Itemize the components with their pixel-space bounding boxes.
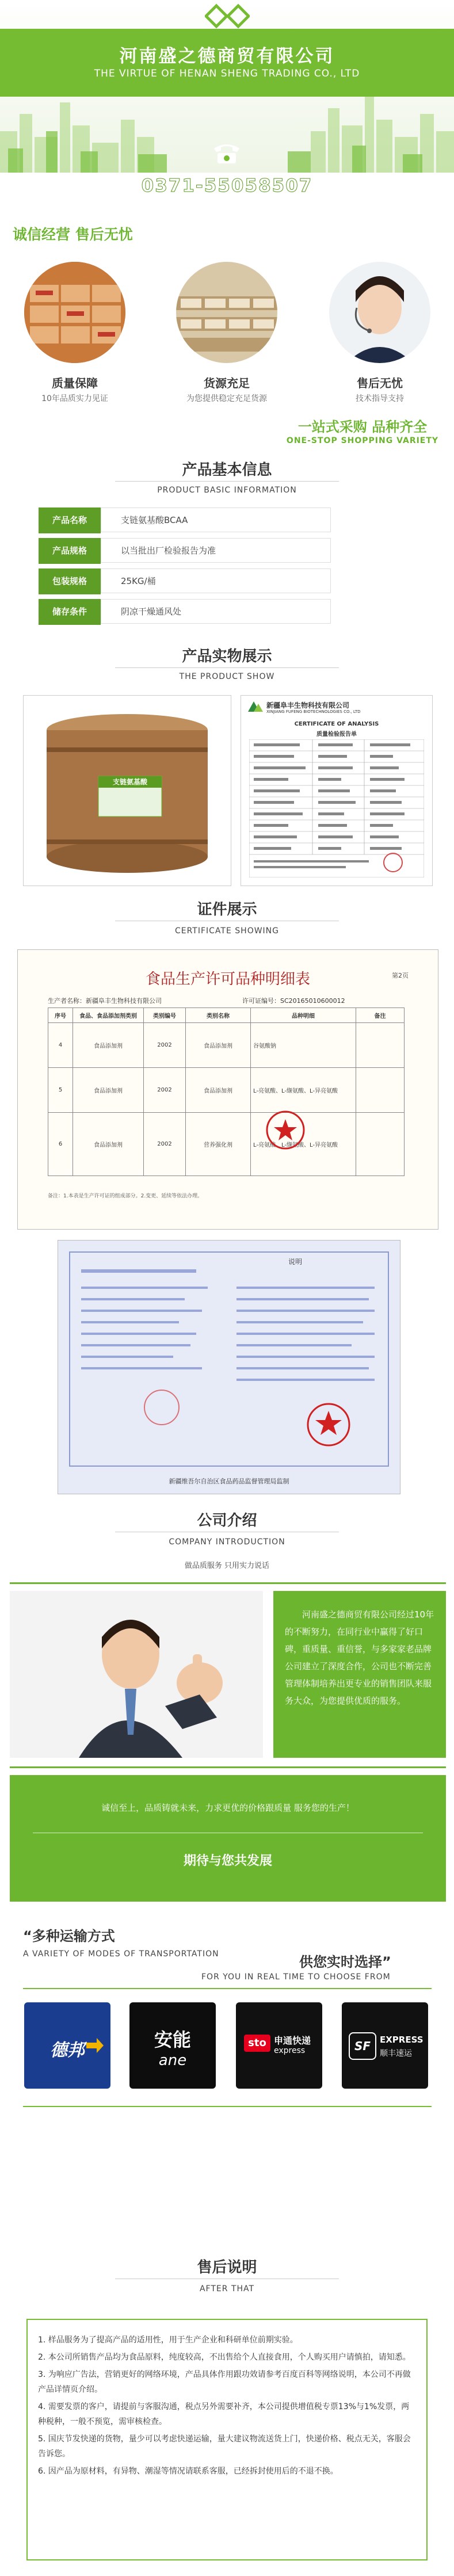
license-copy-document xyxy=(58,1240,400,1494)
cell: L-亮氨酸、L-缬氨酸、L-异亮氨酸 xyxy=(251,1068,356,1113)
coa-title: CERTIFICATE OF ANALYSIS xyxy=(294,721,379,727)
company-motto: 诚信至上，品质铸就未来，力求更优的价格跟质量 服务您的生产！ xyxy=(101,1803,354,1813)
license-col-header: 类别编号 xyxy=(144,1008,186,1023)
shipping-subtitle: A VARIETY OF MODES OF TRANSPORTATION xyxy=(23,1949,219,1959)
company-intro-tagline: 做品质服务 只用实力说话 xyxy=(184,1562,270,1570)
cell: 食品添加剂 xyxy=(73,1023,144,1068)
license-col-header: 食品、食品添加剂类别 xyxy=(73,1008,144,1023)
license-copy-bottom: 新疆维吾尔自治区食品药品监督管理局监制 xyxy=(169,1478,289,1485)
license-copy-caption: 说明 xyxy=(288,1258,303,1266)
info-key: 产品名称 xyxy=(39,507,101,533)
coa-title-cn: 质量检验报告单 xyxy=(316,731,357,738)
telephone-icon xyxy=(212,142,242,165)
divider xyxy=(115,481,339,482)
license-doc-note: 备注：1.本表是生产许可证的组成部分。2.变更、延续等依法办理。 xyxy=(48,1193,203,1199)
product-info-title: 产品基本信息 xyxy=(182,461,272,479)
fufeng-logo-icon xyxy=(247,700,264,713)
info-key: 产品规格 xyxy=(39,538,101,564)
courier-sf-logo[interactable] xyxy=(342,2002,428,2089)
realtime-subtitle: FOR YOU IN REAL TIME TO CHOOSE FROM xyxy=(201,1972,391,1982)
cell: 2002 xyxy=(144,1113,186,1176)
service-title-quality: 质量保障 xyxy=(52,376,98,390)
license-col-header: 序号 xyxy=(48,1008,73,1023)
cell: 2002 xyxy=(144,1023,186,1068)
certificate-title: 证件展示 xyxy=(197,901,257,918)
courier-name: SF xyxy=(349,2032,376,2060)
list-item: 6. 因产品为原材料，有异物、潮湿等情况请联系客服，已经拆封使用后的不退不换。 xyxy=(38,2467,338,2476)
courier-sto-logo[interactable] xyxy=(236,2002,322,2089)
license-doc-page: 第2页 xyxy=(392,972,409,979)
list-item: 5. 国庆节发快递的货物，量少可以考虑快递运输，量大建议物流送货上门，快递价格、税点无关，客服会告诉您。 xyxy=(38,2434,411,2459)
courier-sub: EXPRESS xyxy=(380,2035,424,2045)
businessman-photo xyxy=(10,1591,263,1758)
coa-company: 新疆阜丰生物科技有限公司 xyxy=(266,701,350,709)
service-subtitle-quality: 10年品质实力见证 xyxy=(41,394,108,403)
cell: L-亮氨酸、L-缬氨酸、L-异亮氨酸 xyxy=(251,1113,356,1176)
cell xyxy=(356,1113,405,1176)
list-item: 2. 本公司所销售产品均为食品原料，纯度较高，不出售给个人直接食用，个人购买用户请慎拍，请知悉。 xyxy=(38,2353,411,2362)
company-intro-subtitle: COMPANY INTRODUCTION xyxy=(169,1537,285,1547)
company-cta: 期待与您共发展 xyxy=(183,1854,272,1868)
license-doc-producer: 生产者名称：新疆阜丰生物科技有限公司 xyxy=(48,997,162,1005)
license-doc-table xyxy=(48,1007,405,1176)
table-row xyxy=(48,1068,405,1113)
coa-company-en: XINJIANG FUFENG BIOTECHNOLOGIES CO., LTD xyxy=(266,709,361,714)
list-item: 1. 样品服务为了提高产品的适用性，用于生产企业和科研单位前期实验。 xyxy=(38,2335,298,2345)
support-photo xyxy=(329,262,430,363)
product-show-title: 产品实物展示 xyxy=(182,648,272,665)
cell: 6 xyxy=(48,1113,73,1176)
company-intro-paragraph: 河南盛之德商贸有限公司经过10年的不断努力，在同行业中赢得了好口碑，重质量、重信誉，与多家家老品牌公司建立了深度合作，公司也不断完善管理体制培养出更专业的销售团队来服务大众，为您提供优质的服务。 xyxy=(285,1609,434,1706)
info-value: 支链氨基酸BCAA xyxy=(101,507,331,532)
license-col-header: 类别名称 xyxy=(186,1008,251,1023)
courier-debang-logo[interactable] xyxy=(24,2002,110,2089)
service-subtitle-supply: 为您提供稳定充足货源 xyxy=(186,394,267,403)
divider xyxy=(115,667,339,668)
cell: 食品添加剂 xyxy=(186,1023,251,1068)
courier-sub2: express xyxy=(274,2046,306,2055)
courier-sub: ane xyxy=(158,2052,187,2069)
divider xyxy=(23,1988,432,1989)
cell: 谷氨酸钠 xyxy=(251,1023,356,1068)
arrow-icon xyxy=(86,2038,104,2053)
info-row-name xyxy=(39,507,326,533)
list-item: 4. 需要发票的客户，请提前与客服沟通，税点另外需要补齐，本公司提供增值税专票13%与1%发票，两种税种，一般不预览，需审核检查。 xyxy=(38,2402,410,2426)
divider xyxy=(10,1582,446,1584)
product-show-subtitle: THE PRODUCT SHOW xyxy=(179,672,275,681)
one-stop-subtitle: ONE-STOP SHOPPING VARIETY xyxy=(286,436,439,445)
license-col-header: 备注 xyxy=(356,1008,405,1023)
divider xyxy=(10,1766,446,1768)
slogan: 诚信经营 售后无忧 xyxy=(13,226,133,243)
coa-table xyxy=(249,739,424,877)
cell: 营养强化剂 xyxy=(186,1113,251,1176)
product-info-subtitle: PRODUCT BASIC INFORMATION xyxy=(157,486,297,495)
license-detail-document xyxy=(17,949,438,1230)
barrel-photo xyxy=(23,695,231,886)
service-title-supply: 货源充足 xyxy=(204,376,250,390)
info-value: 阴凉干燥通风处 xyxy=(101,599,331,624)
table-row xyxy=(48,1113,405,1176)
after-sale-panel xyxy=(26,2319,428,2560)
info-row-storage xyxy=(39,599,326,625)
company-name-en: THE VIRTUE OF HENAN SHENG TRADING CO., LTD xyxy=(94,68,360,79)
supply-photo xyxy=(176,262,277,363)
after-sale-title: 售后说明 xyxy=(197,2259,257,2276)
courier-name: 安能 xyxy=(154,2029,191,2051)
license-col-header: 品种明细 xyxy=(251,1008,356,1023)
courier-name: sto xyxy=(244,2035,270,2052)
service-subtitle-support: 技术指导支持 xyxy=(356,394,404,403)
info-row-spec xyxy=(39,538,326,564)
cell: 5 xyxy=(48,1068,73,1113)
quality-photo xyxy=(24,262,125,363)
double-diamond-icon xyxy=(205,3,250,29)
barrel-label: 支链氨基酸 xyxy=(112,778,147,786)
cell: 食品添加剂 xyxy=(186,1068,251,1113)
cell: 4 xyxy=(48,1023,73,1068)
info-key: 储存条件 xyxy=(39,599,101,625)
certificate-subtitle: CERTIFICATE SHOWING xyxy=(174,926,280,936)
courier-sub2: 顺丰速运 xyxy=(380,2049,412,2058)
courier-anneng-logo[interactable] xyxy=(129,2002,216,2089)
company-intro-title: 公司介绍 xyxy=(197,1512,257,1529)
table-row xyxy=(48,1023,405,1068)
courier-name: 德邦 xyxy=(50,2040,85,2060)
list-item: 3. 为响应广告法，营销更好的网络环境，产品具体作用跟功效请参考百度百科等网络说明，本公司不再做产品详情页介绍。 xyxy=(38,2370,411,2394)
company-name: 河南盛之德商贸有限公司 xyxy=(119,46,335,67)
after-sale-subtitle: AFTER THAT xyxy=(199,2284,255,2293)
license-doc-number: 许可证编号：SC20165010600012 xyxy=(242,997,345,1005)
courier-sub: 申通快递 xyxy=(274,2035,311,2046)
divider xyxy=(23,2106,432,2107)
info-value: 25KG/桶 xyxy=(101,568,331,593)
info-value: 以当批出厂检验报告为准 xyxy=(101,538,331,563)
phone-number[interactable]: 0371-55058507 xyxy=(141,175,313,196)
shipping-title: “多种运输方式 xyxy=(23,1928,115,1944)
cell: 2002 xyxy=(144,1068,186,1113)
service-title-support: 售后无忧 xyxy=(357,376,403,390)
realtime-title: 供您实时选择” xyxy=(299,1954,391,1970)
company-intro-panel xyxy=(273,1591,446,1758)
cell: 食品添加剂 xyxy=(73,1068,144,1113)
red-seal-icon xyxy=(265,1110,306,1150)
cell: 食品添加剂 xyxy=(73,1113,144,1176)
info-key: 包装规格 xyxy=(39,568,101,594)
cell xyxy=(356,1023,405,1068)
motto-panel xyxy=(10,1775,446,1902)
cell xyxy=(356,1068,405,1113)
one-stop-title: 一站式采购 品种齐全 xyxy=(297,419,428,435)
coa-document xyxy=(241,695,433,886)
info-row-package xyxy=(39,568,326,594)
license-doc-title: 食品生产许可品种明细表 xyxy=(145,971,310,988)
